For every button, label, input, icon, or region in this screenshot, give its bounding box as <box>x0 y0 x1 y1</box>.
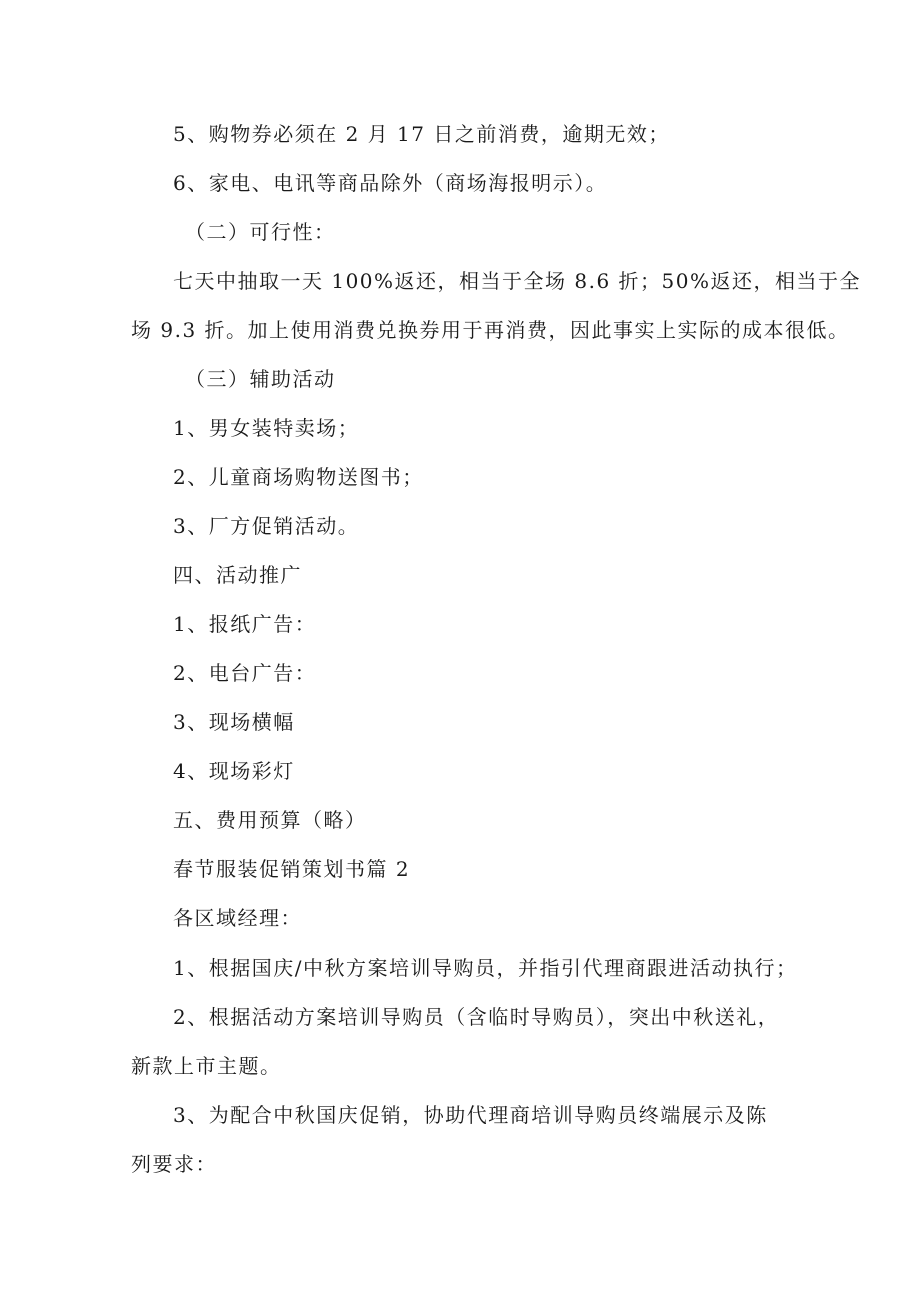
list-item-training-2-line-2: 新款上市主题。 <box>131 1054 282 1078</box>
paragraph-feasibility-line-1: 七天中抽取一天 100%返还，相当于全场 8.6 折；50%返还，相当于全 <box>173 269 862 293</box>
list-item-coupon-expiry: 5、购物券必须在 2 月 17 日之前消费，逾期无效； <box>173 122 670 146</box>
list-item-radio-ads: 2、电台广告： <box>173 661 317 685</box>
list-item-lights: 4、现场彩灯 <box>173 759 295 783</box>
list-item-training-3-line-2: 列要求： <box>131 1152 217 1176</box>
section-heading-feasibility: （二）可行性： <box>185 220 336 244</box>
list-item-training-2-line-1: 2、根据活动方案培训导购员（含临时导购员），突出中秋送礼， <box>173 1005 780 1029</box>
section-heading-promotion: 四、活动推广 <box>173 563 302 587</box>
list-item-training-3-line-1: 3、为配合中秋国庆促销，协助代理商培训导购员终端展示及陈 <box>173 1103 768 1127</box>
section-heading-auxiliary-activities: （三）辅助活动 <box>185 367 336 391</box>
paragraph-feasibility-line-2: 场 9.3 折。加上使用消费兑换券用于再消费，因此事实上实际的成本很低。 <box>131 318 850 342</box>
list-item-exclusions: 6、家电、电讯等商品除外（商场海报明示）。 <box>173 171 608 195</box>
list-item-training-1: 1、根据国庆/中秋方案培训导购员，并指引代理商跟进活动执行； <box>173 956 798 980</box>
section-heading-budget: 五、费用预算（略） <box>173 808 367 832</box>
salutation: 各区域经理： <box>173 906 302 930</box>
list-item-apparel-sale: 1、男女装特卖场； <box>173 416 360 440</box>
list-item-newspaper-ads: 1、报纸广告： <box>173 612 317 636</box>
list-item-banners: 3、现场横幅 <box>173 710 295 734</box>
list-item-manufacturer-promo: 3、厂方促销活动。 <box>173 514 360 538</box>
document-title-part-2: 春节服装促销策划书篇 2 <box>173 857 411 881</box>
list-item-children-books: 2、儿童商场购物送图书； <box>173 465 424 489</box>
